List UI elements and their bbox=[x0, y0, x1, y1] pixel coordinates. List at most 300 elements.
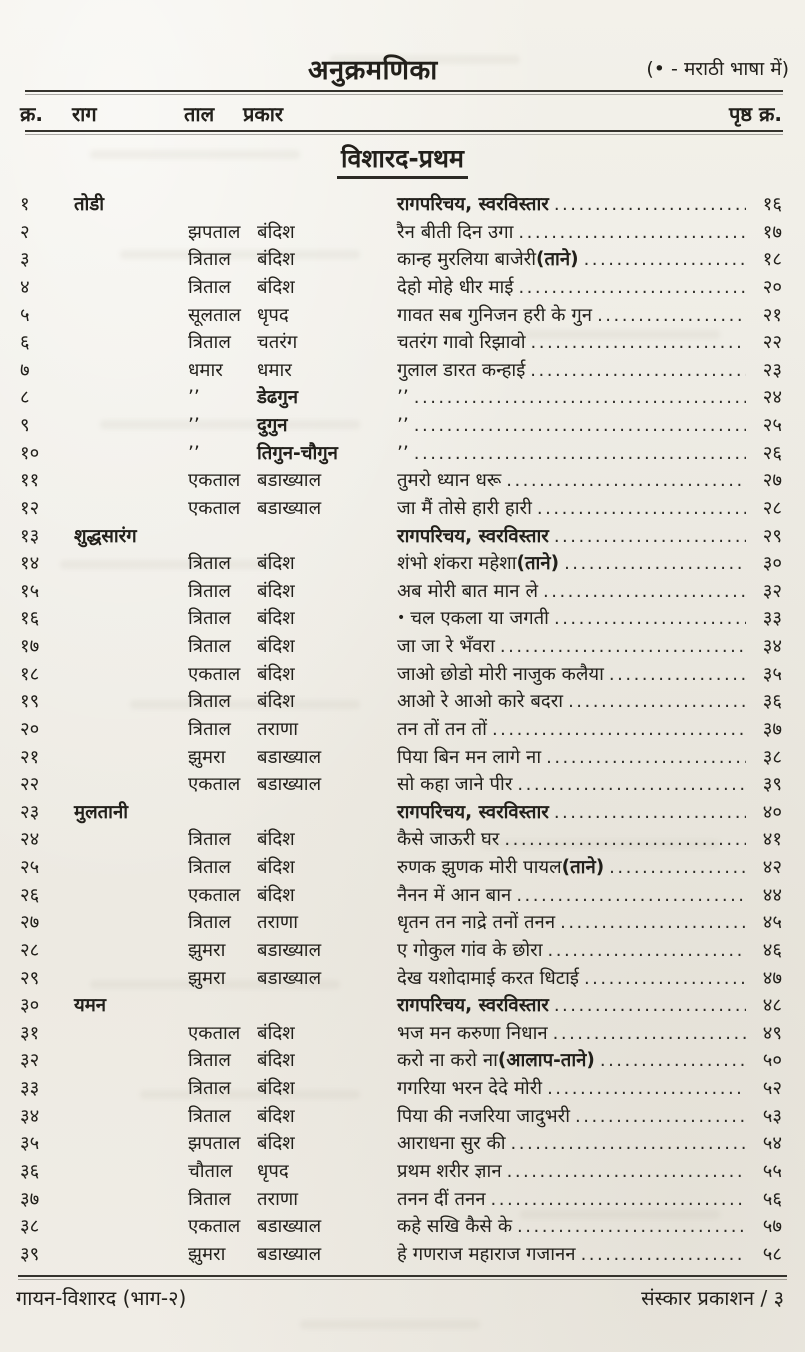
song-title-line bbox=[397, 1020, 782, 1048]
tala-name: सूलताल bbox=[188, 304, 241, 326]
prakar-name: बंदिश bbox=[257, 691, 295, 713]
song-title-line bbox=[397, 854, 782, 882]
page-number: ५३ bbox=[762, 1105, 782, 1127]
row-serial-number: ७ bbox=[20, 359, 30, 381]
row-serial-number: १६ bbox=[20, 608, 40, 630]
song-title: चल एकला या जगती bbox=[410, 608, 549, 630]
raga-name: यमन bbox=[74, 995, 107, 1017]
dot-leader bbox=[516, 882, 746, 910]
table-row bbox=[0, 992, 805, 1020]
table-row bbox=[0, 329, 805, 357]
dot-leader bbox=[518, 219, 746, 247]
table-row bbox=[0, 1241, 805, 1269]
dot-leader bbox=[575, 1103, 746, 1131]
song-title: पिया की नजरिया जादुभरी bbox=[397, 1105, 571, 1127]
page-number: २७ bbox=[762, 470, 782, 492]
song-title-line bbox=[397, 578, 782, 606]
row-serial-number: २९ bbox=[20, 967, 40, 989]
row-serial-number: ३६ bbox=[20, 1160, 40, 1182]
song-title-line bbox=[397, 1186, 782, 1214]
tala-name: त्रिताल bbox=[188, 276, 231, 298]
prakar-name: बंदिश bbox=[257, 249, 295, 271]
table-row bbox=[0, 246, 805, 274]
prakar-name: बडाख्याल bbox=[257, 967, 322, 989]
prakar-name: तराणा bbox=[257, 1188, 299, 1210]
row-serial-number: ९ bbox=[20, 415, 30, 436]
prakar-name: बडाख्याल bbox=[257, 774, 322, 796]
prakar-name: बडाख्याल bbox=[257, 939, 322, 961]
row-serial-number: ६ bbox=[20, 332, 30, 354]
song-title: गावत सब गुनिजन हरी के गुन bbox=[397, 304, 593, 326]
table-row bbox=[0, 826, 805, 854]
dot-leader bbox=[554, 992, 746, 1020]
song-title-line bbox=[397, 937, 782, 965]
tala-name: झुमरा bbox=[188, 746, 226, 768]
tala-name: ’’ bbox=[188, 442, 200, 464]
song-title-line bbox=[397, 412, 782, 440]
page-number: ३० bbox=[762, 553, 782, 575]
page-number: ३७ bbox=[762, 718, 782, 740]
song-title: रैन बीती दिन उगा bbox=[397, 221, 514, 243]
prakar-name: बंदिश bbox=[257, 1105, 295, 1127]
tala-name: त्रिताल bbox=[188, 857, 231, 878]
song-title: पिया बिन मन लागे ना bbox=[397, 746, 542, 768]
page-number: २० bbox=[762, 276, 782, 298]
tala-name: त्रिताल bbox=[188, 1078, 231, 1099]
song-title: ’’ bbox=[397, 442, 409, 464]
row-serial-number: १५ bbox=[20, 580, 40, 602]
row-serial-number: २० bbox=[20, 718, 40, 740]
table-column-headers bbox=[0, 99, 805, 129]
song-title: कहे सखि कैसे के bbox=[397, 1216, 513, 1238]
song-title: ’’ bbox=[397, 387, 409, 409]
prakar-name: बडाख्याल bbox=[257, 1243, 322, 1265]
page-number: ३९ bbox=[762, 774, 782, 796]
prakar-name: बंदिश bbox=[257, 1050, 295, 1072]
tala-name: एकताल bbox=[188, 470, 241, 492]
song-title: आराधना सुर की bbox=[397, 1133, 506, 1155]
marathi-bullet-icon: • bbox=[397, 610, 406, 627]
page-number: ५५ bbox=[762, 1160, 782, 1182]
tala-name: एकताल bbox=[188, 1216, 241, 1238]
tala-name: एकताल bbox=[188, 663, 241, 685]
row-serial-number: ४ bbox=[20, 276, 30, 298]
section-heading: विशारद-प्रथम bbox=[0, 141, 805, 179]
song-title: जा मैं तोसे हारी हारी bbox=[397, 497, 532, 519]
song-title-line bbox=[397, 1103, 782, 1131]
page-number: २९ bbox=[762, 525, 782, 547]
dot-leader bbox=[554, 191, 746, 219]
page-number: ५४ bbox=[762, 1133, 782, 1155]
table-row bbox=[0, 384, 805, 412]
tala-name: त्रिताल bbox=[188, 249, 231, 271]
song-title-line bbox=[397, 744, 782, 772]
song-title-bold-suffix: (ताने) bbox=[536, 249, 579, 271]
row-serial-number: २५ bbox=[20, 857, 40, 878]
song-title: सो कहा जाने पीर bbox=[397, 774, 513, 796]
dot-leader bbox=[531, 329, 746, 357]
page-title: अनुक्रमणिका bbox=[308, 55, 438, 86]
prakar-name: बडाख्याल bbox=[257, 470, 322, 492]
song-title-line bbox=[397, 246, 782, 274]
song-title: धृतन तन नाद्रे तनों तनन bbox=[397, 912, 556, 934]
tala-name: चौताल bbox=[188, 1160, 233, 1182]
prakar-name: बडाख्याल bbox=[257, 746, 322, 768]
prakar-name: बंदिश bbox=[257, 884, 295, 906]
prakar-name: बंदिश bbox=[257, 276, 295, 298]
song-title-bold-suffix: (आलाप-ताने) bbox=[497, 1050, 595, 1072]
song-title: शंभो शंकरा महेशा bbox=[397, 553, 517, 575]
song-title-line bbox=[397, 191, 782, 219]
page-number: २५ bbox=[762, 415, 782, 436]
song-title-line bbox=[397, 495, 782, 523]
horizontal-rule bbox=[25, 90, 783, 92]
song-title-line bbox=[397, 274, 782, 302]
song-title-line bbox=[397, 1241, 782, 1269]
table-row bbox=[0, 550, 805, 578]
page-number: ३२ bbox=[762, 580, 782, 602]
footer-publisher-page: संस्कार प्रकाशन / ३ bbox=[641, 1286, 784, 1310]
song-title-line bbox=[397, 826, 782, 854]
dot-leader bbox=[491, 1186, 746, 1214]
song-title: चतरंग गावो रिझावो bbox=[397, 332, 526, 354]
prakar-name: बंदिश bbox=[257, 1133, 295, 1155]
horizontal-rule bbox=[25, 130, 783, 132]
song-title: अब मोरी बात मान ले bbox=[397, 580, 538, 602]
column-header-serial: क्र. bbox=[20, 102, 43, 126]
prakar-name: बंदिश bbox=[257, 580, 295, 602]
song-title-line bbox=[397, 605, 782, 635]
song-title-line bbox=[397, 799, 782, 827]
table-row bbox=[0, 302, 805, 330]
row-serial-number: ३२ bbox=[20, 1050, 40, 1072]
prakar-name: बंदिश bbox=[257, 636, 295, 657]
row-serial-number: २१ bbox=[20, 746, 40, 768]
row-serial-number: २६ bbox=[20, 884, 40, 906]
song-title: हे गणराज महाराज गजानन bbox=[397, 1243, 576, 1265]
table-row bbox=[0, 1130, 805, 1158]
table-row bbox=[0, 909, 805, 937]
song-title-line bbox=[397, 716, 782, 744]
dot-leader bbox=[609, 854, 746, 882]
page-number: ४७ bbox=[762, 967, 782, 989]
dot-leader bbox=[518, 274, 746, 302]
song-title: रुणक झुणक मोरी पायल bbox=[397, 857, 562, 878]
row-serial-number: २३ bbox=[20, 801, 40, 823]
song-title-line bbox=[397, 440, 782, 468]
page-number: ४६ bbox=[762, 939, 782, 961]
song-title-line bbox=[397, 771, 782, 799]
page-number: ४४ bbox=[762, 884, 782, 906]
table-row bbox=[0, 605, 805, 633]
page-number: १८ bbox=[762, 249, 782, 271]
page-number: २४ bbox=[762, 387, 782, 409]
page-number: ४८ bbox=[762, 995, 782, 1017]
song-title: करो ना करो ना bbox=[397, 1050, 498, 1072]
dot-leader bbox=[584, 965, 746, 993]
table-row bbox=[0, 744, 805, 772]
row-serial-number: २२ bbox=[20, 774, 40, 796]
song-title: रागपरिचय, स्वरविस्तार bbox=[397, 801, 549, 823]
song-title-bold-suffix: (ताने) bbox=[561, 857, 605, 878]
prakar-name: बडाख्याल bbox=[257, 1216, 322, 1238]
page-number: २३ bbox=[762, 359, 782, 381]
song-title-line bbox=[397, 992, 782, 1020]
row-serial-number: ३९ bbox=[20, 1243, 40, 1265]
column-header-page: पृष्ठ क्र. bbox=[728, 102, 782, 126]
row-serial-number: १७ bbox=[20, 636, 40, 657]
song-title: देख यशोदामाई करत धिटाई bbox=[397, 967, 579, 989]
table-row bbox=[0, 661, 805, 689]
dot-leader bbox=[560, 909, 746, 937]
table-row bbox=[0, 965, 805, 993]
dot-leader bbox=[600, 1047, 746, 1075]
song-title: रागपरिचय, स्वरविस्तार bbox=[397, 525, 549, 547]
table-row bbox=[0, 467, 805, 495]
row-serial-number: १३ bbox=[20, 525, 40, 547]
row-serial-number: १८ bbox=[20, 663, 40, 685]
dot-leader bbox=[564, 550, 746, 578]
tala-name: त्रिताल bbox=[188, 1050, 231, 1072]
page-number: १६ bbox=[762, 194, 782, 215]
tala-name: त्रिताल bbox=[188, 829, 231, 851]
song-title: गगरिया भरन देदे मोरी bbox=[397, 1078, 543, 1099]
raga-name: मुलतानी bbox=[74, 801, 129, 823]
row-serial-number: २८ bbox=[20, 939, 40, 961]
dot-leader bbox=[414, 384, 746, 412]
prakar-name: तराणा bbox=[257, 912, 299, 934]
dot-leader bbox=[500, 633, 746, 661]
table-row bbox=[0, 1020, 805, 1048]
row-serial-number: ३ bbox=[20, 249, 30, 271]
dot-leader bbox=[504, 826, 746, 854]
tala-name: झपताल bbox=[188, 1133, 241, 1155]
song-title-line bbox=[397, 1075, 782, 1103]
row-serial-number: १२ bbox=[20, 497, 40, 519]
raga-name: तोडी bbox=[74, 194, 105, 215]
table-row bbox=[0, 688, 805, 716]
tala-name: एकताल bbox=[188, 774, 241, 796]
table-row bbox=[0, 854, 805, 882]
row-serial-number: २७ bbox=[20, 912, 40, 934]
dot-leader bbox=[530, 357, 746, 385]
song-title: ’’ bbox=[397, 415, 409, 436]
song-title-line bbox=[397, 633, 782, 661]
row-serial-number: ३४ bbox=[20, 1105, 40, 1127]
table-row bbox=[0, 1103, 805, 1131]
row-serial-number: ३८ bbox=[20, 1216, 40, 1238]
dot-leader bbox=[414, 412, 746, 440]
table-row bbox=[0, 357, 805, 385]
page-number: २६ bbox=[762, 442, 782, 464]
prakar-name: धृपद bbox=[257, 304, 289, 326]
column-header-tala: ताल bbox=[184, 102, 215, 126]
dot-leader bbox=[492, 716, 746, 744]
row-serial-number: १९ bbox=[20, 691, 40, 713]
page-number: ५८ bbox=[762, 1243, 782, 1265]
footer-book-title: गायन-विशारद (भाग-२) bbox=[16, 1286, 187, 1310]
song-title-line bbox=[397, 302, 782, 330]
bleed-through-artifact bbox=[300, 1320, 480, 1329]
prakar-name: बंदिश bbox=[257, 1078, 295, 1099]
row-serial-number: २ bbox=[20, 221, 30, 243]
tala-name: त्रिताल bbox=[188, 691, 231, 713]
song-title: तन तों तन तों bbox=[397, 718, 487, 740]
prakar-name: बंदिश bbox=[257, 857, 295, 878]
dot-leader bbox=[517, 1213, 746, 1241]
song-title: तुमरो ध्यान धरू bbox=[397, 470, 502, 492]
song-title-bold-suffix: (ताने) bbox=[516, 553, 560, 575]
table-row bbox=[0, 412, 805, 440]
song-title-line bbox=[397, 523, 782, 551]
song-title-line bbox=[397, 882, 782, 910]
tala-name: त्रिताल bbox=[188, 580, 231, 602]
page-number: २८ bbox=[762, 497, 782, 519]
prakar-name: धृपद bbox=[257, 1160, 289, 1182]
tala-name: एकताल bbox=[188, 497, 241, 519]
row-serial-number: ३१ bbox=[20, 1022, 40, 1044]
table-row bbox=[0, 191, 805, 219]
table-row bbox=[0, 799, 805, 827]
song-title-line bbox=[397, 909, 782, 937]
table-row bbox=[0, 1075, 805, 1103]
page-number: ३३ bbox=[762, 608, 782, 630]
dot-leader bbox=[517, 771, 746, 799]
prakar-name: चतरंग bbox=[257, 332, 298, 354]
raga-name: शुद्धसारंग bbox=[74, 525, 137, 547]
song-title: भज मन करुणा निधान bbox=[397, 1022, 548, 1044]
toc-rows bbox=[0, 191, 805, 1268]
row-serial-number: ३५ bbox=[20, 1133, 40, 1155]
tala-name: झपताल bbox=[188, 221, 241, 243]
song-title: रागपरिचय, स्वरविस्तार bbox=[397, 995, 549, 1017]
row-serial-number: २४ bbox=[20, 829, 40, 851]
dot-leader bbox=[553, 1020, 746, 1048]
column-header-raga: राग bbox=[72, 102, 97, 126]
song-title: कान्ह मुरलिया बाजेरी bbox=[397, 249, 537, 271]
song-title-line bbox=[397, 965, 782, 993]
tala-name: झुमरा bbox=[188, 939, 226, 961]
song-title-line bbox=[397, 550, 782, 578]
tala-name: ’’ bbox=[188, 415, 200, 436]
prakar-name: डेढगुन bbox=[257, 387, 298, 409]
prakar-name: बंदिश bbox=[257, 608, 295, 630]
tala-name: झुमरा bbox=[188, 967, 226, 989]
row-serial-number: १० bbox=[20, 442, 40, 464]
table-row bbox=[0, 633, 805, 661]
song-title: जाओ छोडो मोरी नाजुक कलैया bbox=[397, 663, 604, 685]
prakar-name: बंदिश bbox=[257, 221, 295, 243]
table-row bbox=[0, 1158, 805, 1186]
page-number: ४२ bbox=[762, 857, 782, 878]
song-title-line bbox=[397, 688, 782, 716]
row-serial-number: ३३ bbox=[20, 1078, 40, 1099]
tala-name: त्रिताल bbox=[188, 332, 231, 354]
prakar-name: बडाख्याल bbox=[257, 497, 322, 519]
dot-leader bbox=[414, 440, 746, 468]
tala-name: त्रिताल bbox=[188, 718, 231, 740]
prakar-name: बंदिश bbox=[257, 663, 295, 685]
dot-leader bbox=[511, 1130, 746, 1158]
song-title-line bbox=[397, 1158, 782, 1186]
song-title: जा जा रे भँवरा bbox=[397, 636, 495, 657]
song-title: रागपरिचय, स्वरविस्तार bbox=[397, 194, 549, 215]
page-number: ३४ bbox=[762, 636, 782, 657]
table-row bbox=[0, 1047, 805, 1075]
dot-leader bbox=[506, 467, 746, 495]
song-title: नैनन में आन बान bbox=[397, 884, 512, 906]
column-header-prakar: प्रकार bbox=[243, 102, 284, 126]
dot-leader bbox=[584, 246, 746, 274]
row-serial-number: ३० bbox=[20, 995, 40, 1017]
page-number: ४० bbox=[762, 801, 782, 823]
tala-name: त्रिताल bbox=[188, 1105, 231, 1127]
song-title: गुलाल डारत कन्हाई bbox=[397, 359, 526, 381]
prakar-name: बंदिश bbox=[257, 829, 295, 851]
dot-leader bbox=[609, 661, 746, 689]
table-row bbox=[0, 1213, 805, 1241]
dot-leader bbox=[543, 578, 746, 606]
table-row bbox=[0, 495, 805, 523]
page-number: ३६ bbox=[762, 691, 782, 713]
song-title-line bbox=[397, 329, 782, 357]
page-number: ३५ bbox=[762, 663, 782, 685]
page-number: २१ bbox=[762, 304, 782, 326]
row-serial-number: १४ bbox=[20, 553, 40, 575]
tala-name: त्रिताल bbox=[188, 636, 231, 657]
table-row bbox=[0, 937, 805, 965]
song-title: तनन दीं तनन bbox=[397, 1188, 486, 1210]
tala-name: एकताल bbox=[188, 1022, 241, 1044]
page-number: ५६ bbox=[762, 1188, 782, 1210]
dot-leader bbox=[554, 523, 746, 551]
dot-leader bbox=[568, 688, 746, 716]
song-title-line bbox=[397, 357, 782, 385]
prakar-name: दुगुन bbox=[257, 415, 288, 436]
page-number: ५० bbox=[762, 1050, 782, 1072]
song-title: ए गोकुल गांव के छोरा bbox=[397, 939, 543, 961]
page-number: ४५ bbox=[762, 912, 782, 934]
page-number: ५२ bbox=[762, 1078, 782, 1099]
dot-leader bbox=[547, 1075, 746, 1103]
table-row bbox=[0, 219, 805, 247]
song-title: प्रथम शरीर ज्ञान bbox=[397, 1160, 502, 1182]
dot-leader bbox=[554, 799, 746, 827]
tala-name: झुमरा bbox=[188, 1243, 226, 1265]
page-number: १७ bbox=[762, 221, 782, 243]
song-title: कैसे जाऊरी घर bbox=[397, 829, 500, 851]
tala-name: त्रिताल bbox=[188, 1188, 231, 1210]
horizontal-rule bbox=[18, 1275, 787, 1277]
table-row bbox=[0, 771, 805, 799]
song-title-line bbox=[397, 661, 782, 689]
language-note: (• - मराठी भाषा में) bbox=[646, 58, 789, 80]
page-number: ४१ bbox=[762, 829, 782, 851]
dot-leader bbox=[546, 744, 746, 772]
song-title-line bbox=[397, 1213, 782, 1241]
song-title-line bbox=[397, 384, 782, 412]
song-title: देहो मोहे धीर माई bbox=[397, 276, 514, 298]
song-title-line bbox=[397, 1130, 782, 1158]
prakar-name: बंदिश bbox=[257, 553, 295, 575]
song-title-line bbox=[397, 219, 782, 247]
row-serial-number: १ bbox=[20, 194, 30, 215]
tala-name: एकताल bbox=[188, 884, 241, 906]
dot-leader bbox=[537, 495, 746, 523]
page-number: २२ bbox=[762, 332, 782, 354]
tala-name: त्रिताल bbox=[188, 553, 231, 575]
tala-name: ’’ bbox=[188, 387, 200, 409]
